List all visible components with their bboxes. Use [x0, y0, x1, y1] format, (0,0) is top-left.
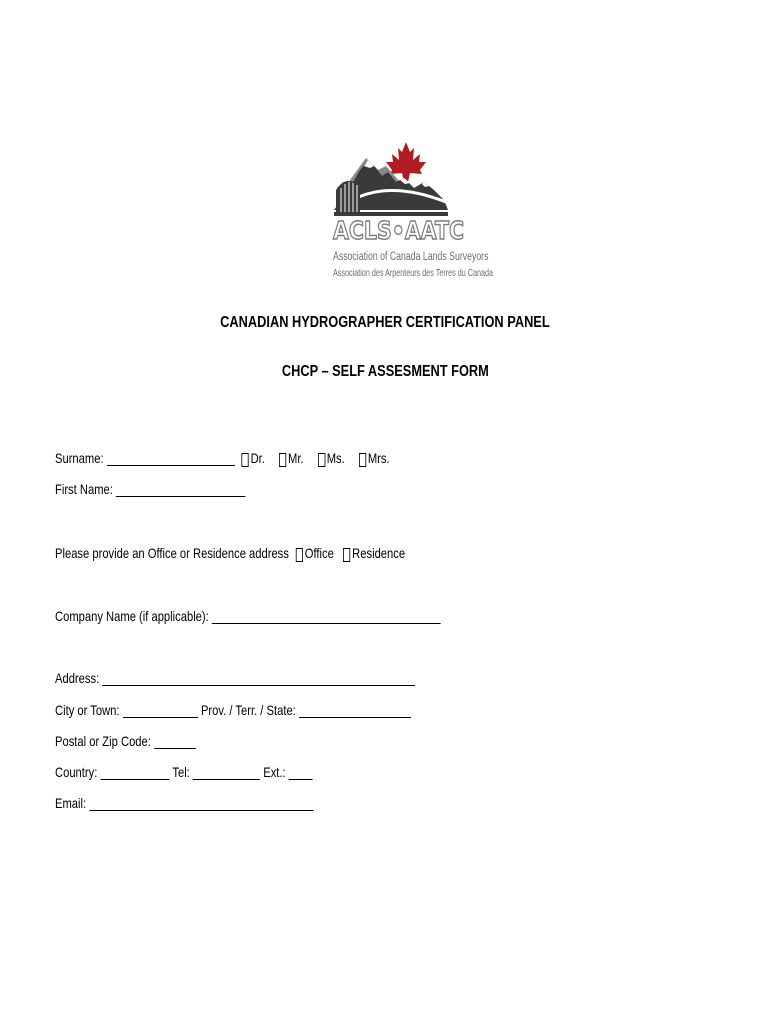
postal-field[interactable] [154, 734, 196, 749]
address-label: Address: [55, 670, 100, 686]
logo-association-fr: Association des Arpenteurs des Terres du Canada [333, 268, 493, 279]
page-subtitle: CHCP – SELF ASSESMENT FORM [281, 363, 489, 380]
ext-label: Ext.: [263, 764, 286, 780]
first-name-label: First Name: [55, 481, 113, 497]
postal-label: Postal or Zip Code: [55, 733, 151, 749]
city-label: City or Town: [55, 702, 120, 718]
tel-label: Tel: [172, 764, 190, 780]
ext-field[interactable] [289, 765, 313, 780]
address-type-row [55, 545, 405, 561]
title-dr-checkbox[interactable] [242, 453, 249, 467]
first-name-row [55, 481, 246, 497]
email-label: Email: [55, 795, 87, 811]
prov-field[interactable] [299, 703, 411, 718]
email-row [55, 795, 313, 811]
office-checkbox[interactable] [296, 548, 303, 562]
company-field[interactable] [212, 609, 441, 624]
email-field[interactable] [89, 796, 313, 811]
title-mr-label: Mr. [288, 450, 304, 466]
tel-field[interactable] [193, 765, 260, 780]
city-prov-row [55, 702, 411, 718]
first-name-field[interactable] [116, 482, 246, 497]
acls-aatc-logo [330, 140, 493, 290]
country-label: Country: [55, 764, 98, 780]
prov-label: Prov. / Terr. / State: [200, 702, 296, 718]
residence-checkbox[interactable] [343, 548, 350, 562]
country-field[interactable] [100, 765, 169, 780]
logo-wordmark: ACLS•AATC [333, 216, 465, 245]
address-field[interactable] [102, 671, 415, 686]
company-row [55, 608, 441, 624]
surname-field[interactable] [107, 451, 235, 466]
title-mr-checkbox[interactable] [279, 453, 286, 467]
title-mrs-label: Mrs. [367, 450, 390, 466]
city-field[interactable] [123, 703, 198, 718]
country-tel-row [55, 764, 313, 780]
logo-association-en: Association of Canada Lands Surveyors [333, 251, 489, 263]
title-dr-label: Dr. [250, 450, 265, 466]
title-ms-label: Ms. [326, 450, 345, 466]
postal-row [55, 733, 196, 749]
logo-emblem-icon [330, 140, 450, 220]
address-row [55, 670, 415, 686]
office-label: Office [304, 545, 334, 561]
title-mrs-checkbox[interactable] [359, 453, 366, 467]
title-ms-checkbox[interactable] [318, 453, 325, 467]
address-type-prompt: Please provide an Office or Residence address [55, 545, 289, 561]
page-title: CANADIAN HYDROGRAPHER CERTIFICATION PANEL [220, 314, 550, 331]
residence-label: Residence [352, 545, 406, 561]
surname-label: Surname: [55, 450, 104, 466]
company-label: Company Name (if applicable): [55, 608, 209, 624]
surname-row [55, 450, 390, 466]
